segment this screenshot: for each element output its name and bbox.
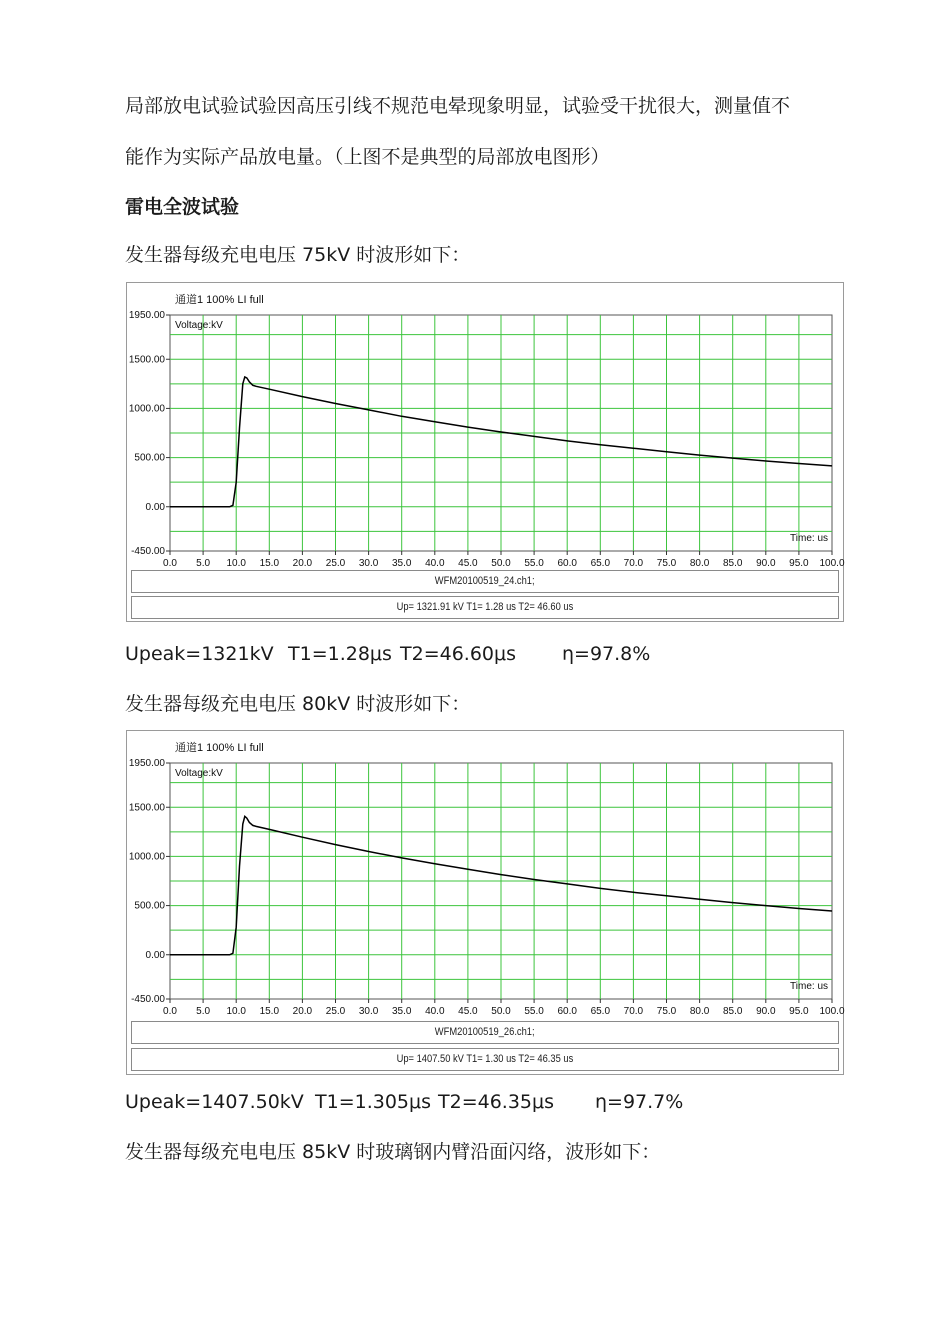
paragraph-line-2: 能作为实际产品放电量。（上图不是典型的局部放电图形） [125,146,610,168]
x-tick-label: 65.0 [590,558,611,569]
y-tick-label: -450.00 [131,546,165,557]
x-tick-label: 0.0 [163,1006,177,1017]
x-tick-label: 85.0 [722,1006,743,1017]
waveform-panel-1 [126,282,844,622]
x-tick-label: 95.0 [789,558,809,569]
x-tick-label: 40.0 [425,1006,445,1017]
filename-text-2: WFM20100519_26.ch1; [435,1026,535,1038]
summary-text-2: Up= 1407.50 kV T1= 1.30 us T2= 46.35 us [396,1053,574,1065]
y-tick-label: 1950.00 [128,310,165,321]
waveform-panel-2 [126,730,844,1075]
x-tick-label: 95.0 [789,1006,809,1017]
upeak-value-2: Upeak=1407.50kV [125,1091,304,1113]
y-tick-label: 0.00 [145,949,165,961]
x-tick-label: 60.0 [557,558,577,569]
x-tick-label: 20.0 [292,1006,313,1017]
x-axis-label: Time: us [790,533,828,544]
summary-text-1: Up= 1321.91 kV T1= 1.28 us T2= 46.60 us [396,601,574,613]
t1-value-1: T1=1.28μs [288,643,392,665]
y-tick-label: 0.00 [145,501,165,513]
x-tick-label: 55.0 [524,558,544,569]
x-tick-label: 45.0 [458,1006,478,1017]
filename-box-2 [131,1021,839,1044]
x-tick-label: 75.0 [656,558,677,569]
eta-value-2: η=97.7% [595,1091,684,1113]
t2-value-2: T2=46.35μs [438,1091,554,1113]
y-tick-label: 1000.00 [128,403,165,415]
y-tick-label: 500.00 [134,452,165,464]
t2-value-1: T2=46.60μs [400,643,516,665]
x-tick-label: 80.0 [689,1006,710,1017]
t1-value-2: T1=1.305μs [315,1091,431,1113]
x-axis-label: Time: us [790,981,828,992]
x-tick-label: 55.0 [524,1006,544,1017]
y-axis-label: Voltage:kV [175,320,223,331]
x-tick-label: 85.0 [722,558,743,569]
y-axis-label: Voltage:kV [175,768,223,779]
chart-title: 通道1 100% LI full [175,742,264,754]
chart-title: 通道1 100% LI full [175,294,264,306]
x-tick-label: 10.0 [226,1006,246,1017]
x-tick-label: 5.0 [196,1006,211,1017]
eta-value-1: η=97.8% [562,643,651,665]
y-tick-label: -450.00 [131,994,165,1005]
x-tick-label: 65.0 [590,1006,611,1017]
x-tick-label: 35.0 [391,558,412,569]
x-tick-label: 60.0 [557,1006,577,1017]
x-tick-label: 75.0 [656,1006,677,1017]
x-tick-label: 40.0 [425,558,445,569]
x-tick-label: 35.0 [391,1006,412,1017]
x-tick-label: 45.0 [458,558,478,569]
summary-box-2 [131,1048,839,1071]
x-tick-label: 100.0 [819,1006,845,1017]
x-tick-label: 25.0 [325,1006,346,1017]
y-tick-label: 1000.00 [128,851,165,863]
x-tick-label: 100.0 [819,558,845,569]
filename-text-1: WFM20100519_24.ch1; [435,575,535,587]
x-tick-label: 80.0 [689,558,710,569]
x-tick-label: 90.0 [756,1006,776,1017]
x-tick-label: 15.0 [259,558,280,569]
paragraph-85kv: 发生器每级充电电压 85kV 时玻璃钢内臂沿面闪络，波形如下： [125,1141,661,1163]
x-tick-label: 30.0 [358,1006,379,1017]
x-tick-label: 70.0 [623,1006,644,1017]
x-tick-label: 25.0 [325,558,346,569]
x-tick-label: 50.0 [491,1006,511,1017]
paragraph-75kv: 发生器每级充电电压 75kV 时波形如下： [125,244,471,266]
x-tick-label: 20.0 [292,558,313,569]
paragraph-80kv: 发生器每级充电电压 80kV 时波形如下： [125,693,471,715]
x-tick-label: 0.0 [163,558,177,569]
y-tick-label: 1950.00 [128,758,165,769]
y-tick-label: 1500.00 [128,354,165,366]
x-tick-label: 10.0 [226,558,246,569]
x-tick-label: 50.0 [491,558,511,569]
x-tick-label: 70.0 [623,558,644,569]
upeak-value-1: Upeak=1321kV [125,643,274,665]
filename-box-1 [131,570,839,593]
x-tick-label: 15.0 [259,1006,280,1017]
y-tick-label: 1500.00 [128,802,165,814]
paragraph-line-1: 局部放电试验试验因高压引线不规范电晕现象明显，试验受干扰很大，测量值不 [125,95,791,117]
summary-box-1 [131,596,839,619]
section-heading: 雷电全波试验 [125,196,240,218]
x-tick-label: 90.0 [756,558,776,569]
y-tick-label: 500.00 [134,900,165,912]
x-tick-label: 5.0 [196,558,211,569]
x-tick-label: 30.0 [358,558,379,569]
